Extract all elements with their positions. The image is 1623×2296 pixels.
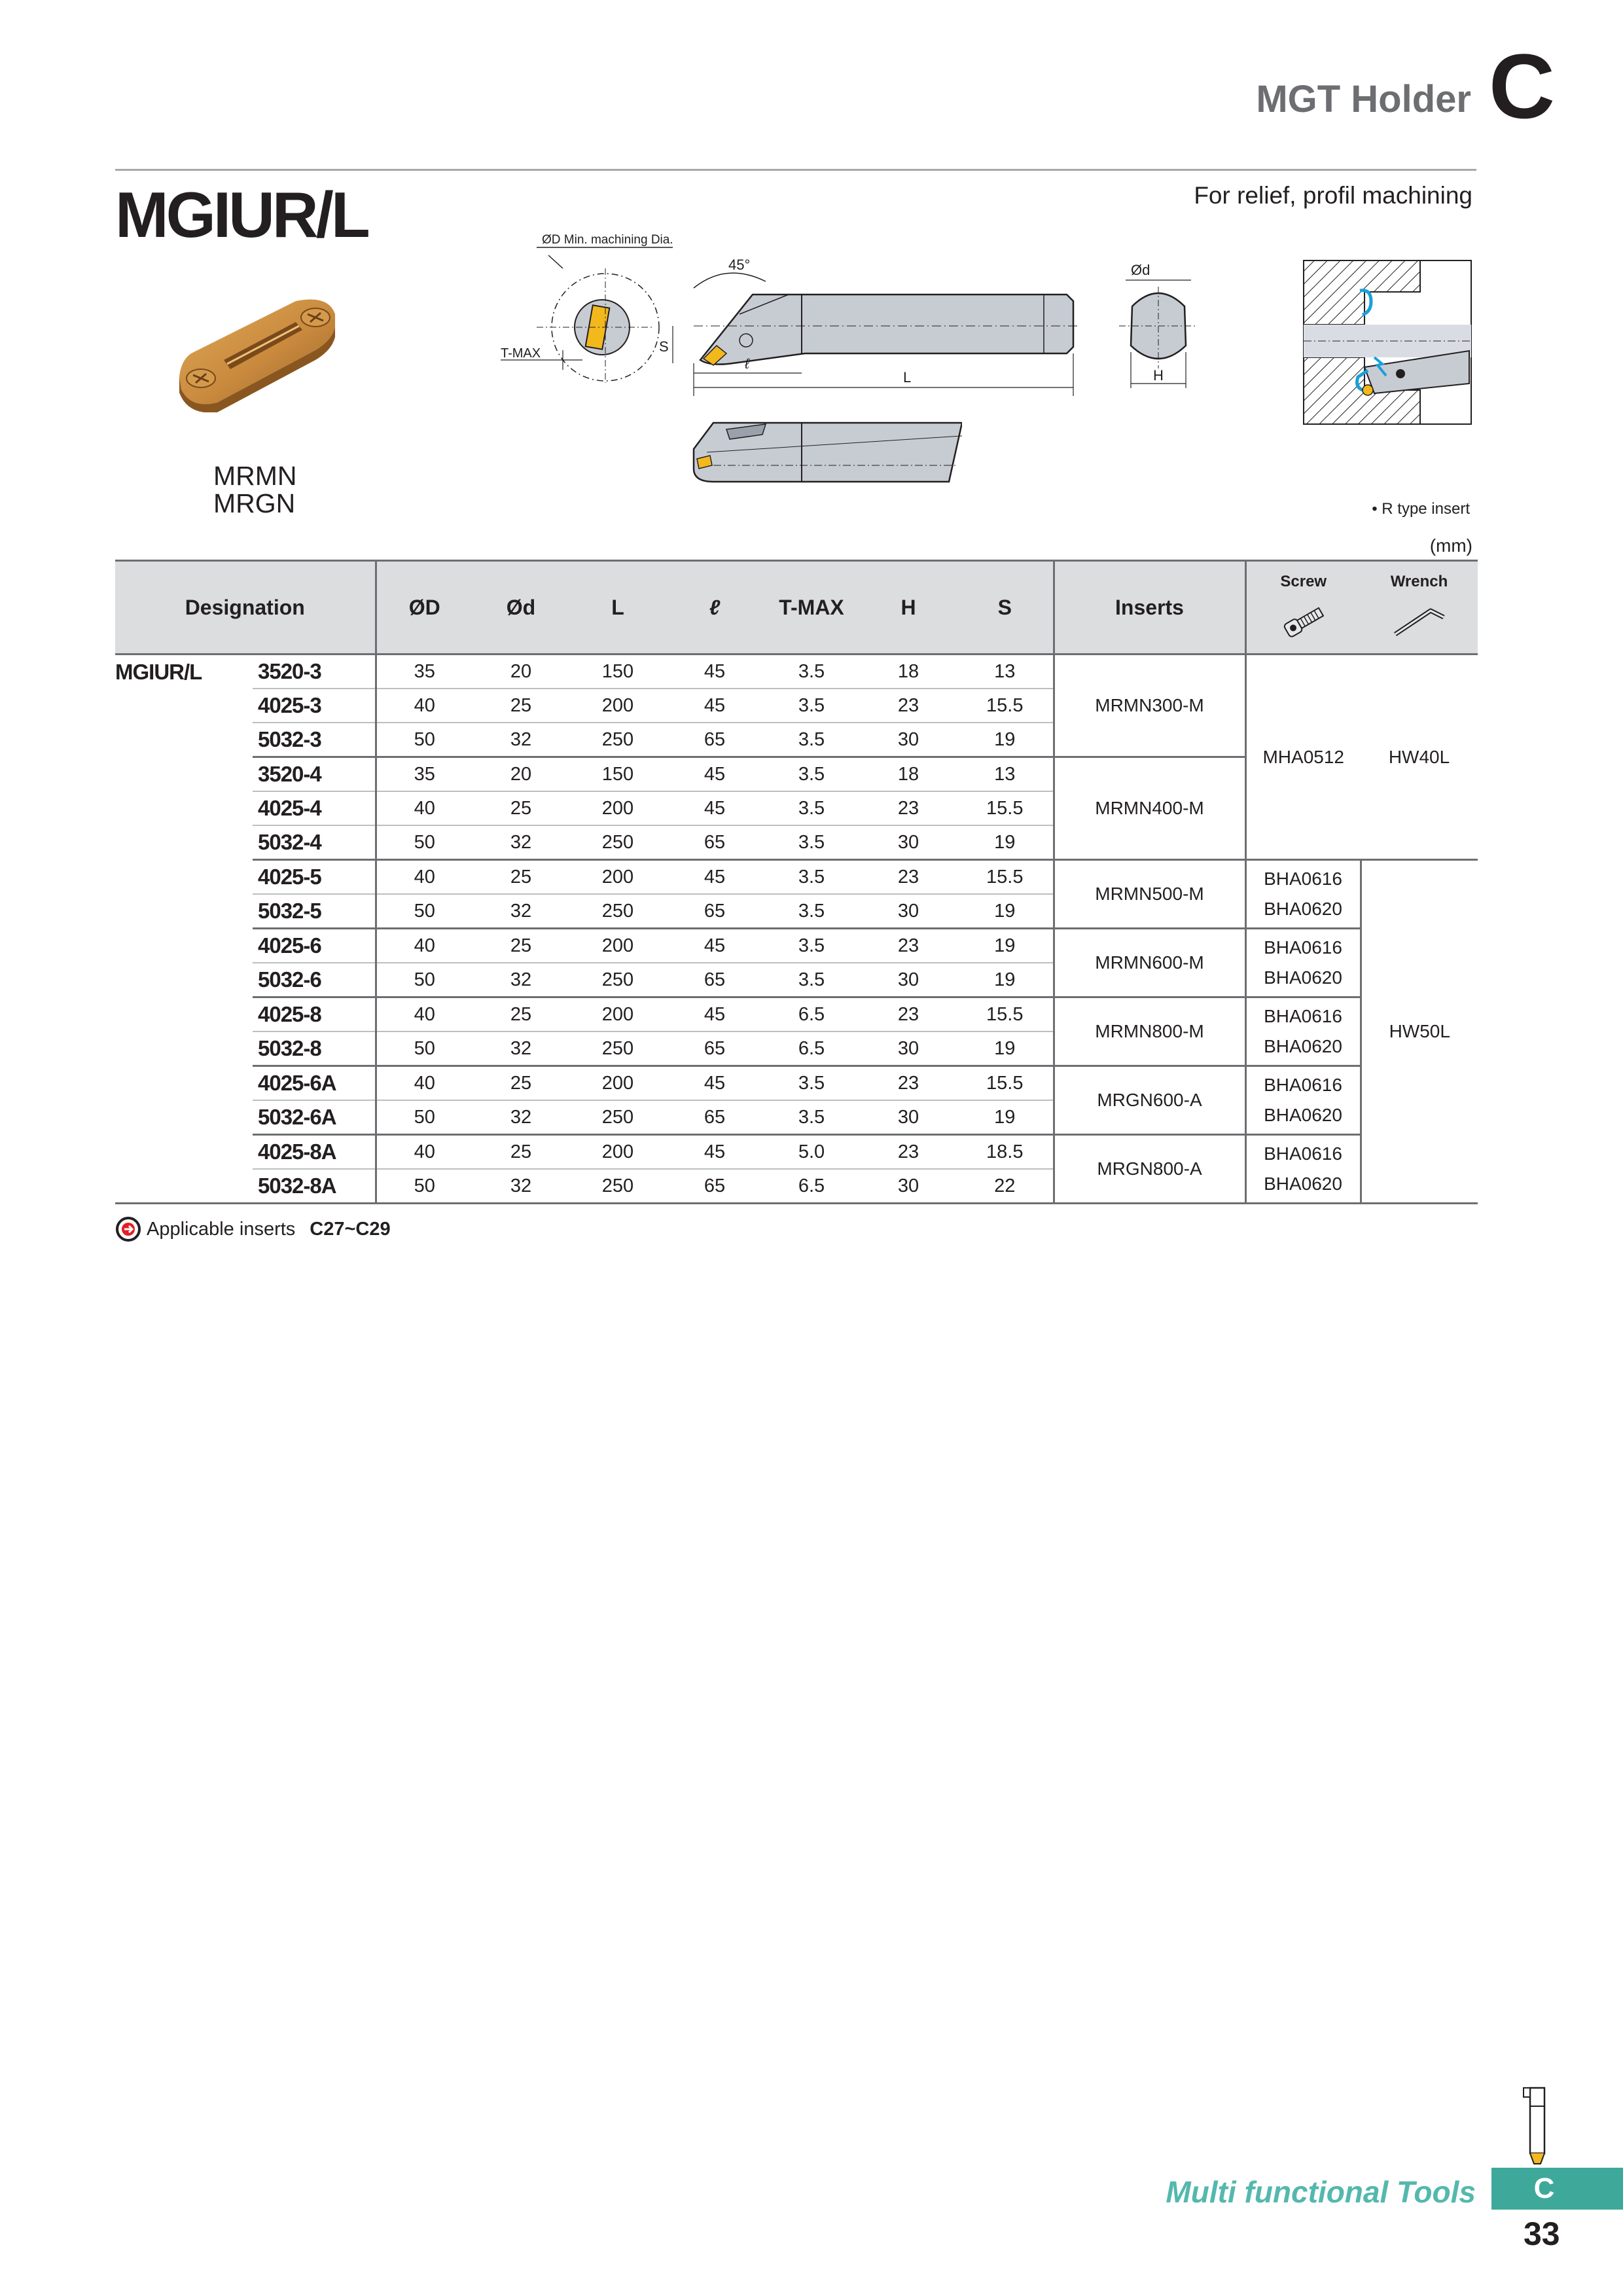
cell-S: 15.5 [957, 689, 1054, 723]
cell-l: 45 [666, 929, 763, 963]
wrench-icon [1390, 603, 1449, 639]
cell-d: 25 [473, 1066, 569, 1101]
cell-tmax: 3.5 [763, 894, 860, 929]
cell-tmax: 3.5 [763, 791, 860, 825]
cell-S: 19 [957, 723, 1054, 757]
cell-tmax: 3.5 [763, 929, 860, 963]
screw-code: BHA0620 [1264, 899, 1342, 919]
arrow-circle-icon [115, 1216, 141, 1242]
cell-S: 15.5 [957, 997, 1054, 1032]
insert-cell: MRMN300-M [1054, 655, 1245, 757]
L-label: L [903, 369, 912, 386]
cell-L: 200 [569, 689, 666, 723]
spec-table [115, 560, 1478, 1204]
cell-tmax: 5.0 [763, 1135, 860, 1170]
screw-code: BHA0616 [1264, 869, 1342, 889]
cell-L: 200 [569, 929, 666, 963]
cell-L: 200 [569, 1066, 666, 1101]
cell-d: 32 [473, 1100, 569, 1135]
cell-H: 30 [860, 1031, 957, 1066]
cell-D: 50 [376, 1169, 473, 1204]
table-row [115, 860, 1478, 895]
insert-illustration [171, 288, 342, 412]
side-view-diagram [654, 249, 1086, 399]
applicable-inserts-note [115, 1216, 391, 1242]
row-code: 4025-6A [253, 1066, 376, 1101]
applicable-label: Applicable inserts [147, 1218, 296, 1240]
col-screw [1245, 561, 1361, 655]
cell-d: 32 [473, 1031, 569, 1066]
cell-H: 23 [860, 860, 957, 895]
cell-d: 32 [473, 723, 569, 757]
cell-H: 18 [860, 757, 957, 792]
d-label: Ød [1131, 262, 1150, 278]
cell-l: 65 [666, 894, 763, 929]
tool-icon [1521, 2087, 1554, 2165]
cell-D: 35 [376, 757, 473, 792]
cell-D: 50 [376, 723, 473, 757]
col-S: S [957, 561, 1054, 655]
cell-S: 15.5 [957, 860, 1054, 895]
col-d: Ød [473, 561, 569, 655]
wrench-cell: HW50L [1361, 860, 1478, 1204]
table-row [115, 655, 1478, 689]
cell-d: 25 [473, 997, 569, 1032]
cell-tmax: 6.5 [763, 997, 860, 1032]
cell-tmax: 3.5 [763, 1100, 860, 1135]
cell-L: 250 [569, 963, 666, 997]
col-L: L [569, 561, 666, 655]
screw-code: BHA0616 [1264, 1143, 1342, 1164]
col-screw-label: Screw [1280, 573, 1327, 590]
screw-code: BHA0616 [1264, 1075, 1342, 1095]
H-label: H [1153, 367, 1164, 384]
cell-H: 30 [860, 894, 957, 929]
col-D: ØD [376, 561, 473, 655]
cell-l: 45 [666, 689, 763, 723]
cell-D: 40 [376, 791, 473, 825]
screw-cell [1245, 929, 1361, 997]
cell-S: 15.5 [957, 791, 1054, 825]
cell-tmax: 3.5 [763, 689, 860, 723]
cell-D: 50 [376, 1031, 473, 1066]
l-small-label: ℓ [745, 355, 750, 372]
cell-L: 250 [569, 723, 666, 757]
cell-l: 65 [666, 1169, 763, 1204]
cell-D: 40 [376, 997, 473, 1032]
insert-code-mrgn: MRGN [213, 488, 296, 518]
cell-tmax: 3.5 [763, 723, 860, 757]
cell-l: 65 [666, 723, 763, 757]
table-row [115, 997, 1478, 1032]
insert-cell: MRGN800-A [1054, 1135, 1245, 1204]
cell-d: 25 [473, 1135, 569, 1170]
page-number: 33 [1524, 2215, 1560, 2252]
cell-D: 40 [376, 1066, 473, 1101]
cell-H: 23 [860, 929, 957, 963]
cell-tmax: 3.5 [763, 757, 860, 792]
row-code: 5032-6 [253, 963, 376, 997]
screw-icon [1277, 603, 1330, 639]
cell-H: 30 [860, 1169, 957, 1204]
screw-cell [1245, 1066, 1361, 1135]
tmax-label-front: T-MAX [501, 346, 541, 361]
cell-H: 30 [860, 963, 957, 997]
min-dia-label: ØD Min. machining Dia. [542, 233, 673, 247]
cell-S: 19 [957, 1031, 1054, 1066]
cell-tmax: 3.5 [763, 825, 860, 860]
screw-code: BHA0620 [1264, 967, 1342, 988]
cell-D: 50 [376, 963, 473, 997]
row-code: 4025-6 [253, 929, 376, 963]
cell-D: 50 [376, 825, 473, 860]
cell-l: 45 [666, 997, 763, 1032]
cell-H: 23 [860, 791, 957, 825]
screw-cell [1245, 1135, 1361, 1204]
row-code: 5032-6A [253, 1100, 376, 1135]
cell-H: 23 [860, 1135, 957, 1170]
cell-H: 30 [860, 825, 957, 860]
row-code: 5032-5 [253, 894, 376, 929]
cell-tmax: 3.5 [763, 963, 860, 997]
row-code: 4025-4 [253, 791, 376, 825]
row-code: 5032-4 [253, 825, 376, 860]
cell-D: 40 [376, 1135, 473, 1170]
table-row [115, 929, 1478, 963]
row-code: 3520-4 [253, 757, 376, 792]
col-H: H [860, 561, 957, 655]
table-header-row [115, 561, 1478, 655]
cell-S: 19 [957, 963, 1054, 997]
front-view-diagram [497, 229, 681, 386]
cell-l: 45 [666, 757, 763, 792]
header-rule [115, 169, 1476, 171]
row-code: 5032-8A [253, 1169, 376, 1204]
col-wrench-label: Wrench [1390, 573, 1448, 590]
insert-cell: MRMN800-M [1054, 997, 1245, 1066]
section-tab[interactable]: C [1491, 2168, 1623, 2210]
cell-H: 23 [860, 689, 957, 723]
application-diagram [1302, 259, 1472, 425]
row-code: 3520-3 [253, 655, 376, 689]
cell-d: 25 [473, 791, 569, 825]
cell-H: 23 [860, 1066, 957, 1101]
row-code: 4025-8A [253, 1135, 376, 1170]
cell-d: 25 [473, 929, 569, 963]
end-view-diagram [1113, 260, 1204, 391]
cell-d: 20 [473, 655, 569, 689]
cell-tmax: 3.5 [763, 1066, 860, 1101]
cell-l: 45 [666, 860, 763, 895]
row-code: 5032-8 [253, 1031, 376, 1066]
screw-code: BHA0616 [1264, 937, 1342, 958]
screw-code: BHA0620 [1264, 1036, 1342, 1056]
cell-tmax: 6.5 [763, 1169, 860, 1204]
col-wrench [1361, 561, 1478, 655]
cell-L: 250 [569, 1169, 666, 1204]
screw-code: BHA0620 [1264, 1105, 1342, 1125]
cell-L: 250 [569, 1031, 666, 1066]
row-code: 4025-8 [253, 997, 376, 1032]
cell-d: 25 [473, 860, 569, 895]
cell-H: 30 [860, 723, 957, 757]
cell-tmax: 3.5 [763, 860, 860, 895]
col-designation: Designation [115, 561, 376, 655]
cell-S: 15.5 [957, 1066, 1054, 1101]
cell-d: 32 [473, 894, 569, 929]
cell-D: 40 [376, 689, 473, 723]
screw-cell [1245, 997, 1361, 1066]
cell-d: 32 [473, 825, 569, 860]
cell-L: 200 [569, 997, 666, 1032]
cell-l: 45 [666, 1066, 763, 1101]
cell-l: 65 [666, 825, 763, 860]
screw-code: BHA0620 [1264, 1174, 1342, 1194]
cell-d: 32 [473, 963, 569, 997]
cell-d: 20 [473, 757, 569, 792]
cell-tmax: 3.5 [763, 655, 860, 689]
holder-perspective-diagram [687, 416, 962, 488]
col-inserts: Inserts [1054, 561, 1245, 655]
col-tmax: T-MAX [763, 561, 860, 655]
cell-d: 25 [473, 689, 569, 723]
row-code: 5032-3 [253, 723, 376, 757]
cell-l: 45 [666, 655, 763, 689]
cell-l: 65 [666, 1031, 763, 1066]
cell-D: 40 [376, 929, 473, 963]
unit-note: (mm) [1429, 535, 1472, 556]
cell-D: 50 [376, 1100, 473, 1135]
cell-S: 19 [957, 929, 1054, 963]
cell-L: 250 [569, 825, 666, 860]
cell-D: 50 [376, 894, 473, 929]
insert-codes [213, 462, 297, 517]
cell-l: 65 [666, 963, 763, 997]
s-label: S [659, 338, 669, 355]
cell-S: 13 [957, 655, 1054, 689]
angle-label: 45° [728, 257, 751, 273]
applicable-pages[interactable]: C27~C29 [310, 1218, 391, 1240]
cell-S: 18.5 [957, 1135, 1054, 1170]
row-code: 4025-3 [253, 689, 376, 723]
cell-D: 35 [376, 655, 473, 689]
insert-cell: MRGN600-A [1054, 1066, 1245, 1135]
product-subtitle: For relief, profil machining [1194, 182, 1472, 209]
cell-tmax: 6.5 [763, 1031, 860, 1066]
screw-cell [1245, 860, 1361, 929]
table-row [115, 1066, 1478, 1101]
cell-l: 65 [666, 1100, 763, 1135]
insert-cell: MRMN400-M [1054, 757, 1245, 860]
row-code: 4025-5 [253, 860, 376, 895]
screw-cell: MHA0512 [1245, 655, 1361, 860]
wrench-cell: HW40L [1361, 655, 1478, 860]
cell-H: 23 [860, 997, 957, 1032]
cell-L: 200 [569, 791, 666, 825]
cell-L: 200 [569, 860, 666, 895]
screw-code: BHA0616 [1264, 1006, 1342, 1026]
insert-cell: MRMN600-M [1054, 929, 1245, 997]
cell-S: 22 [957, 1169, 1054, 1204]
cell-S: 13 [957, 757, 1054, 792]
cell-H: 30 [860, 1100, 957, 1135]
section-title: MGT Holder [1256, 78, 1471, 120]
product-title: MGIUR/L [115, 179, 368, 251]
cell-D: 40 [376, 860, 473, 895]
cell-S: 19 [957, 894, 1054, 929]
table-row [115, 1135, 1478, 1170]
rtype-note: • R type insert [1372, 500, 1470, 518]
cell-L: 250 [569, 894, 666, 929]
cell-l: 45 [666, 791, 763, 825]
cell-S: 19 [957, 825, 1054, 860]
section-letter: C [1488, 35, 1555, 137]
cell-S: 19 [957, 1100, 1054, 1135]
cell-L: 150 [569, 757, 666, 792]
insert-code-mrmn: MRMN [213, 461, 297, 491]
cell-L: 250 [569, 1100, 666, 1135]
footer-tagline: Multi functional Tools [1166, 2175, 1476, 2209]
cell-d: 32 [473, 1169, 569, 1204]
series-name: MGIUR/L [115, 659, 202, 684]
cell-L: 200 [569, 1135, 666, 1170]
cell-H: 18 [860, 655, 957, 689]
insert-cell: MRMN500-M [1054, 860, 1245, 929]
col-l: ℓ [666, 561, 763, 655]
cell-L: 150 [569, 655, 666, 689]
cell-l: 45 [666, 1135, 763, 1170]
